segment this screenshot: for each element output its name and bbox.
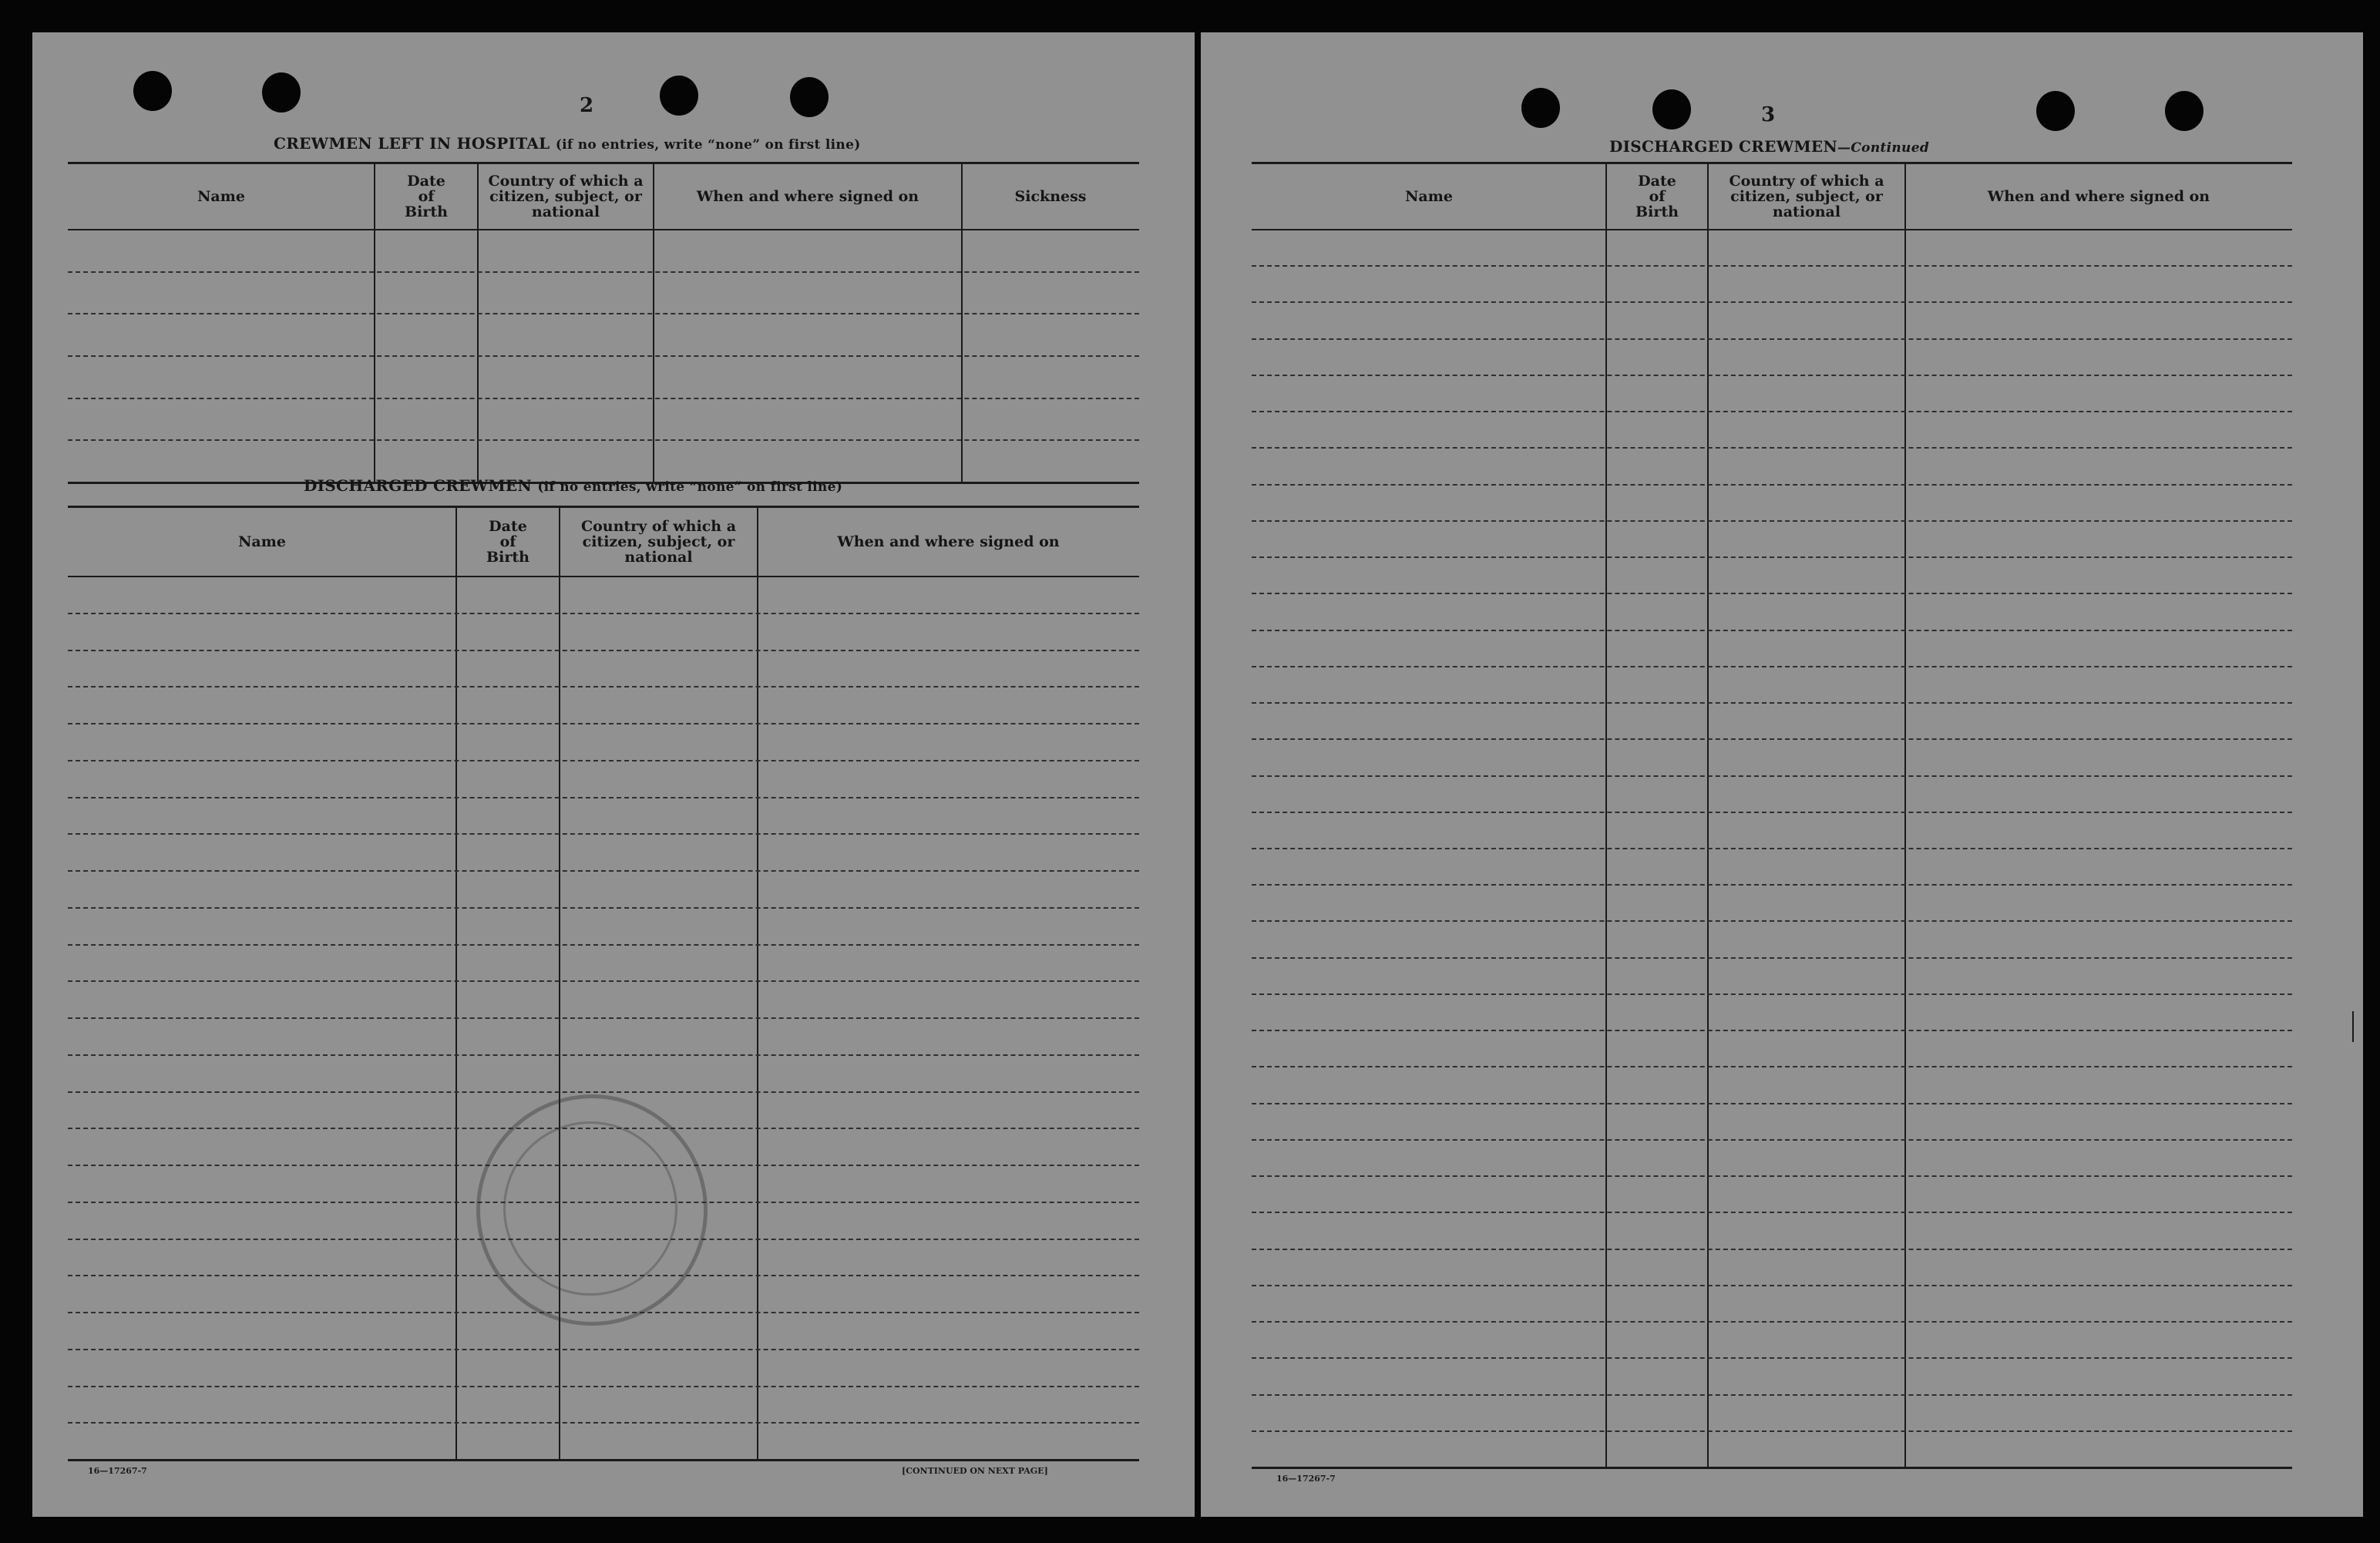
- column-divider: [1605, 164, 1607, 1467]
- discharged-continued-title-text: DISCHARGED CREWMEN: [1609, 137, 1838, 156]
- punch-hole: [2165, 91, 2204, 131]
- entry-row-line[interactable]: [1252, 265, 2292, 267]
- entry-row-line[interactable]: [68, 980, 1139, 982]
- entry-row-line[interactable]: [1252, 1430, 2292, 1432]
- entry-row-line[interactable]: [1252, 775, 2292, 777]
- punch-hole: [660, 76, 698, 116]
- column-header: Date of Birth: [486, 518, 529, 566]
- column-header: Name: [238, 533, 286, 550]
- discharged-section-title: [304, 476, 842, 495]
- hospital-title-note: (if no entries, write “none” on first line): [555, 137, 861, 153]
- column-divider: [1904, 164, 1906, 1467]
- entry-row-line[interactable]: [1252, 920, 2292, 922]
- entry-row-line[interactable]: [1252, 1175, 2292, 1177]
- punch-hole: [790, 77, 829, 117]
- discharged-continued-table: [1252, 162, 2292, 1469]
- entry-row-line[interactable]: [68, 944, 1139, 946]
- entry-row-line[interactable]: [1252, 1103, 2292, 1104]
- form-number: 16—17267-7: [1276, 1474, 1336, 1484]
- column-header: When and where signed on: [837, 533, 1060, 550]
- entry-row-line[interactable]: [1252, 1357, 2292, 1359]
- punch-hole: [1652, 89, 1691, 129]
- entry-row-line[interactable]: [68, 1386, 1139, 1387]
- hospital-title-text: CREWMEN LEFT IN HOSPITAL: [274, 134, 550, 153]
- punch-hole: [2036, 91, 2075, 131]
- table-header: [1252, 164, 2292, 230]
- punch-hole: [1521, 88, 1560, 128]
- form-number: 16—17267-7: [88, 1466, 147, 1476]
- column-divider: [961, 164, 963, 482]
- received-stamp: [476, 1094, 708, 1326]
- entry-row-line[interactable]: [68, 870, 1139, 872]
- entry-row-line[interactable]: [1252, 1066, 2292, 1067]
- entry-row-line[interactable]: [1252, 738, 2292, 740]
- entry-row-line[interactable]: [68, 1349, 1139, 1350]
- entry-row-line[interactable]: [68, 723, 1139, 724]
- entry-row-line[interactable]: [68, 1017, 1139, 1019]
- entry-row-line[interactable]: [1252, 848, 2292, 849]
- column-header: Sickness: [1014, 188, 1087, 205]
- column-divider: [477, 164, 479, 482]
- entry-row-line[interactable]: [68, 650, 1139, 651]
- entry-row-line[interactable]: [1252, 1321, 2292, 1323]
- column-divider: [653, 164, 654, 482]
- entry-row-line[interactable]: [1252, 666, 2292, 667]
- entry-row-line[interactable]: [1252, 702, 2292, 704]
- punch-hole: [133, 71, 172, 111]
- hospital-table: [68, 162, 1139, 484]
- right-form-page: [1201, 32, 2363, 1517]
- entry-row-line[interactable]: [68, 686, 1139, 687]
- discharged-title-note: (if no entries, write “none” on first line): [537, 479, 843, 495]
- column-header: When and where signed on: [696, 188, 919, 205]
- entry-row-line[interactable]: [1252, 1030, 2292, 1031]
- discharged-continued-title: [1609, 137, 1929, 156]
- entry-row-line[interactable]: [1252, 484, 2292, 486]
- entry-row-line[interactable]: [68, 760, 1139, 761]
- page-number: 3: [1761, 103, 1776, 126]
- entry-row-line[interactable]: [1252, 1394, 2292, 1396]
- column-header: Date of Birth: [1635, 173, 1679, 220]
- entry-row-line[interactable]: [68, 439, 1139, 441]
- entry-row-line[interactable]: [1252, 1249, 2292, 1250]
- entry-row-line[interactable]: [1252, 447, 2292, 449]
- column-header: Country of which a citizen, subject, or national: [488, 173, 644, 220]
- entry-row-line[interactable]: [1252, 1285, 2292, 1286]
- entry-row-line[interactable]: [1252, 556, 2292, 558]
- entry-row-line[interactable]: [1252, 1212, 2292, 1213]
- column-header: Country of which a citizen, subject, or national: [580, 518, 737, 566]
- entry-row-line[interactable]: [68, 313, 1139, 314]
- entry-row-line[interactable]: [1252, 301, 2292, 303]
- continued-note: [CONTINUED ON NEXT PAGE]: [902, 1466, 1048, 1476]
- page-number: 2: [580, 94, 594, 117]
- entry-row-line[interactable]: [1252, 993, 2292, 995]
- entry-row-line[interactable]: [1252, 1139, 2292, 1141]
- entry-row-line[interactable]: [1252, 957, 2292, 959]
- column-header: When and where signed on: [1987, 188, 2210, 205]
- entry-row-line[interactable]: [1252, 630, 2292, 631]
- entry-row-line[interactable]: [1252, 593, 2292, 594]
- entry-row-line[interactable]: [68, 1091, 1139, 1093]
- column-header: Country of which a citizen, subject, or national: [1729, 173, 1884, 220]
- entry-row-line[interactable]: [68, 355, 1139, 357]
- entry-row-line[interactable]: [1252, 520, 2292, 522]
- entry-row-line[interactable]: [68, 907, 1139, 909]
- received-stamp-inner: [503, 1121, 677, 1296]
- column-header: Name: [197, 188, 245, 205]
- punch-hole: [262, 72, 301, 113]
- column-divider: [1707, 164, 1709, 1467]
- column-divider: [374, 164, 375, 482]
- column-header: Date of Birth: [405, 173, 448, 220]
- entry-row-line[interactable]: [1252, 812, 2292, 813]
- entry-row-line[interactable]: [68, 797, 1139, 798]
- entry-row-line[interactable]: [68, 398, 1139, 399]
- hospital-section-title: [274, 134, 861, 153]
- entry-row-line[interactable]: [1252, 375, 2292, 376]
- entry-row-line[interactable]: [68, 1422, 1139, 1424]
- continued-label: —Continued: [1837, 140, 1930, 156]
- entry-row-line[interactable]: [68, 1054, 1139, 1056]
- entry-row-line[interactable]: [68, 271, 1139, 273]
- left-form-page: [32, 32, 1195, 1517]
- edge-mark: [2352, 1011, 2354, 1042]
- entry-row-line[interactable]: [1252, 884, 2292, 886]
- entry-row-line[interactable]: [68, 833, 1139, 835]
- entry-row-line[interactable]: [1252, 338, 2292, 340]
- table-header: [68, 164, 1139, 230]
- column-header: Name: [1405, 188, 1453, 205]
- discharged-title-text: DISCHARGED CREWMEN: [304, 476, 533, 495]
- entry-row-line[interactable]: [68, 613, 1139, 614]
- entry-row-line[interactable]: [1252, 411, 2292, 412]
- table-header: [68, 508, 1139, 577]
